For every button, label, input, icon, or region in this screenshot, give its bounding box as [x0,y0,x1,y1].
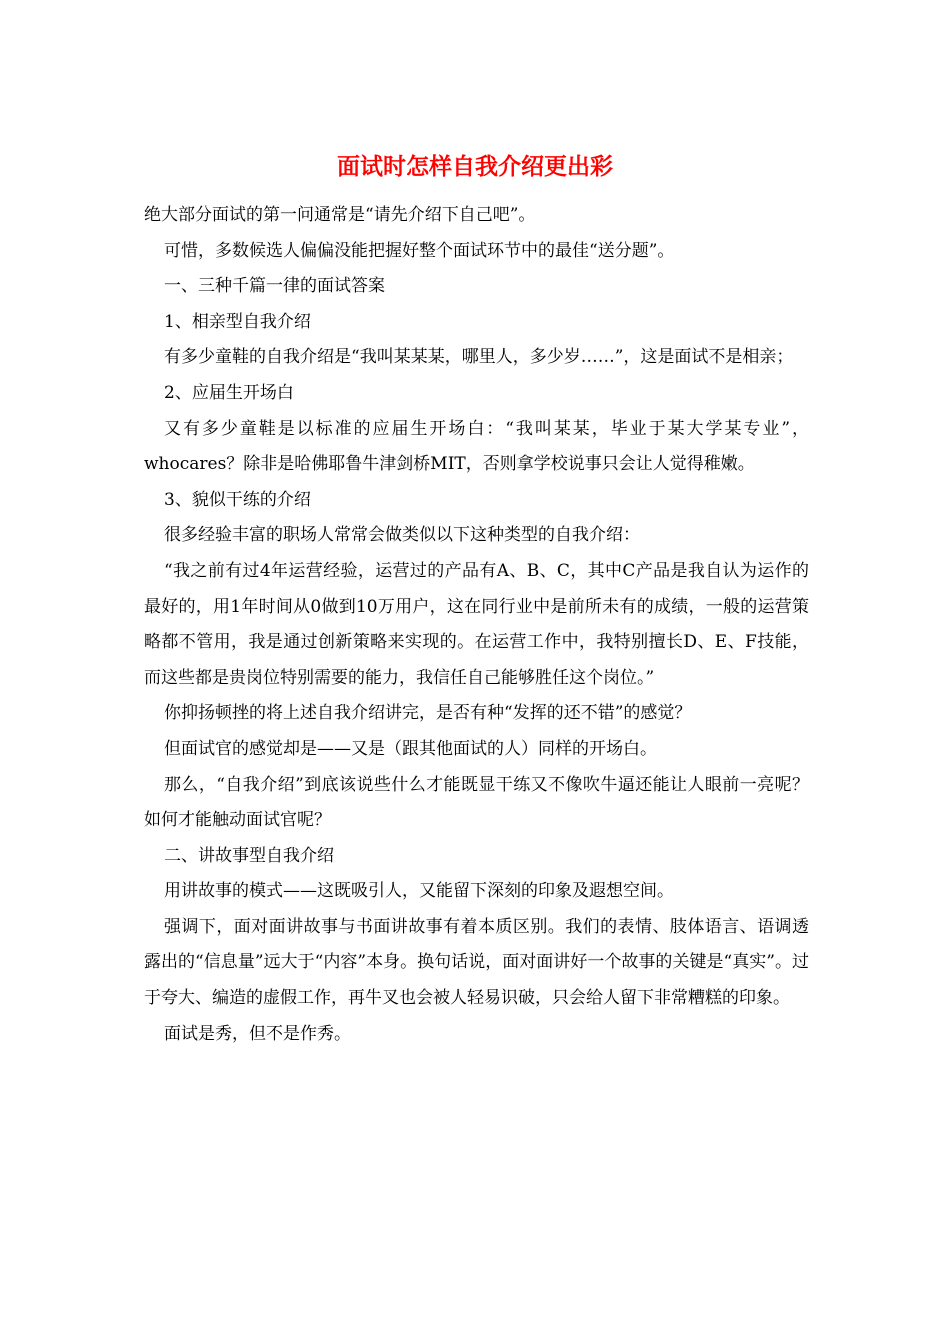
section-heading: 二、讲故事型自我介绍 [164,845,334,866]
paragraph: 又有多少童鞋是以标准的应届生开场白：“我叫某某，毕业于某大学某专业”，whocares？除非是哈佛耶鲁牛津剑桥MIT，否则拿学校说事只会让人觉得稚嫩。 [144,418,809,475]
section-heading: 一、三种千篇一律的面试答案 [164,276,385,297]
paragraph: 但面试官的感觉却是——又是（跟其他面试的人）同样的开场白。 [164,738,657,759]
paragraph: 你抑扬顿挫的将上述自我介绍讲完，是否有种“发挥的还不错”的感觉？ [164,703,692,724]
paragraph: 用讲故事的模式——这既吸引人，又能留下深刻的印象及遐想空间。 [164,881,674,902]
quoted-example: “我之前有过4年运营经验，运营过的产品有A、B、C，其中C产品是我自认为运作的最好的，用1年时间从0做到10万用户，这在同行业中是前所未有的成绩，一般的运营策略都不管用，我是通过创新策略来实现的。在运营工作中，我特别擅长D、E、F技能，而这些都是贵岗位特别需要的能力，我信任自己能够胜任这个岗位。” [144,560,809,688]
paragraph: 很多经验丰富的职场人常常会做类似以下这种类型的自我介绍： [164,525,640,546]
subsection-heading: 3、貌似干练的介绍 [164,489,311,510]
subsection-heading: 2、应届生开场白 [164,382,294,403]
document-title: 面试时怎样自我介绍更出彩 [337,153,613,180]
paragraph: 有多少童鞋的自我介绍是“我叫某某某，哪里人，多少岁……”，这是面试不是相亲； [164,347,794,368]
paragraph: 面试是秀，但不是作秀。 [164,1023,351,1044]
paragraph: 绝大部分面试的第一问通常是“请先介绍下自己吧”。 [144,205,536,225]
paragraph: 强调下，面对面讲故事与书面讲故事有着本质区别。我们的表情、肢体语言、语调透露出的“信息量”远大于“内容”本身。换句话说，面对面讲好一个故事的关键是“真实”。过于夸大、编造的虚假工作，再牛叉也会被人轻易识破，只会给人留下非常糟糕的印象。 [144,916,809,1009]
subsection-heading: 1、相亲型自我介绍 [164,311,311,332]
document-body [144,198,809,1052]
paragraph: 可惜，多数候选人偏偏没能把握好整个面试环节中的最佳“送分题”。 [164,240,675,261]
paragraph: 那么，“自我介绍”到底该说些什么才能既显干练又不像吹牛逼还能让人眼前一亮呢？如何才能触动面试官呢？ [144,774,809,831]
